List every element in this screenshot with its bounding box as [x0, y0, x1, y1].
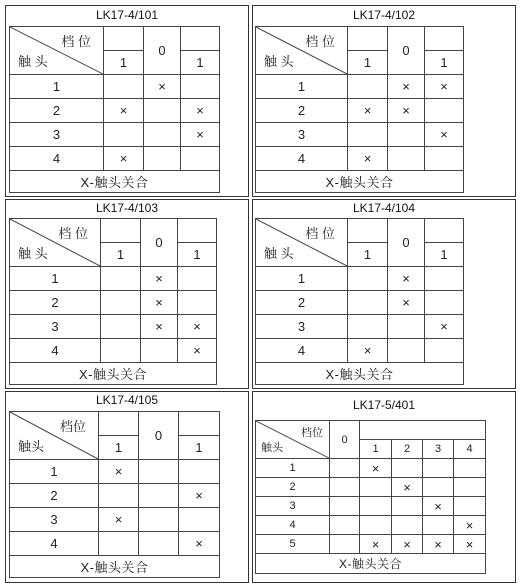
header-diagonal-cell: [256, 27, 348, 75]
closed-contact-mark: ×: [104, 99, 144, 123]
contact-number: 3: [256, 315, 348, 339]
mark-cell: [104, 123, 144, 147]
position-header: 0: [388, 219, 425, 267]
closed-contact-mark: ×: [141, 315, 178, 339]
contact-number: 1: [10, 267, 101, 291]
position-header-empty: [99, 412, 139, 436]
closed-contact-mark: ×: [348, 99, 388, 123]
header-diagonal-cell: [256, 219, 348, 267]
closed-contact-mark: ×: [360, 459, 392, 478]
position-header-empty: [348, 219, 388, 243]
mark-cell: [330, 535, 360, 554]
mark-cell: [425, 291, 464, 315]
mark-cell: [330, 497, 360, 516]
contact-table: [255, 218, 464, 385]
closed-contact-mark: ×: [454, 516, 486, 535]
mark-cell: [101, 339, 141, 363]
contact-table: [9, 26, 220, 193]
mark-cell: [348, 267, 388, 291]
mark-cell: [360, 497, 392, 516]
position-header: 1: [99, 436, 139, 460]
contact-number: 5: [256, 535, 330, 554]
mark-cell: [388, 315, 425, 339]
closed-contact-mark: ×: [348, 339, 388, 363]
contact-number: 2: [256, 291, 348, 315]
position-header: 1: [425, 243, 464, 267]
position-label: 档 位: [305, 226, 335, 241]
closed-contact-mark: ×: [388, 75, 425, 99]
contact-number: 2: [10, 484, 99, 508]
mark-cell: [104, 75, 144, 99]
closed-contact-mark: ×: [179, 484, 220, 508]
contact-number: 2: [10, 291, 101, 315]
mark-cell: [99, 484, 139, 508]
panel-title: LK17-4/102: [352, 8, 416, 22]
position-label: 档 位: [305, 34, 335, 49]
switch-table-panel: [252, 5, 516, 197]
position-header: 1: [425, 51, 464, 75]
position-header-empty: [101, 219, 141, 243]
contact-number: 4: [10, 532, 99, 556]
mark-cell: [425, 99, 464, 123]
contact-number: 2: [256, 478, 330, 497]
closed-contact-mark: ×: [181, 123, 220, 147]
contact-number: 3: [10, 508, 99, 532]
position-header-empty: [104, 27, 144, 51]
mark-cell: [181, 75, 220, 99]
position-header: 1: [101, 243, 141, 267]
closed-contact-mark: ×: [179, 532, 220, 556]
mark-cell: [178, 291, 217, 315]
closed-contact-mark: ×: [99, 460, 139, 484]
contact-number: 1: [256, 267, 348, 291]
mark-cell: [139, 508, 179, 532]
position-header: 1: [348, 51, 388, 75]
closed-contact-mark: ×: [425, 75, 464, 99]
mark-cell: [425, 267, 464, 291]
contact-number: 3: [256, 123, 348, 147]
contact-number: 4: [10, 147, 104, 171]
closed-contact-mark: ×: [388, 291, 425, 315]
position-header: 1: [181, 51, 220, 75]
contact-table: [9, 218, 217, 385]
position-label: 档 位: [58, 226, 88, 241]
panel-title: LK17-4/103: [95, 201, 159, 215]
closed-contact-mark: ×: [388, 267, 425, 291]
mark-cell: [181, 147, 220, 171]
closed-contact-mark: ×: [178, 315, 217, 339]
closed-contact-mark: ×: [144, 75, 181, 99]
mark-cell: [454, 459, 486, 478]
position-header: 0: [139, 412, 179, 460]
position-header: 0: [141, 219, 178, 267]
position-header: 0: [388, 27, 425, 75]
position-label: 档位: [301, 427, 323, 439]
mark-cell: [388, 339, 425, 363]
position-header-empty: [179, 412, 220, 436]
contact-table: [9, 411, 220, 578]
header-diagonal-cell: [10, 27, 104, 75]
legend-footer: X-触头关合: [10, 556, 220, 578]
closed-contact-mark: ×: [141, 291, 178, 315]
switch-table-panel: [5, 199, 249, 389]
contact-label: 触头: [18, 439, 45, 454]
panel-title: LK17-4/105: [95, 393, 159, 407]
mark-cell: [360, 478, 392, 497]
position-header: 2: [392, 440, 423, 459]
position-label: 档位: [59, 419, 86, 434]
position-header-empty: [425, 27, 464, 51]
legend-footer: X-触头关合: [256, 554, 486, 574]
contact-number: 4: [256, 516, 330, 535]
mark-cell: [348, 75, 388, 99]
mark-cell: [392, 497, 423, 516]
panel-title: LK17-5/401: [352, 398, 416, 412]
mark-cell: [348, 291, 388, 315]
position-header: 1: [179, 436, 220, 460]
contact-number: 2: [256, 99, 348, 123]
header-diagonal-cell: [10, 412, 99, 460]
closed-contact-mark: ×: [178, 339, 217, 363]
mark-cell: [392, 459, 423, 478]
mark-cell: [179, 508, 220, 532]
mark-cell: [141, 339, 178, 363]
mark-cell: [360, 516, 392, 535]
mark-cell: [144, 147, 181, 171]
position-header-empty: [348, 27, 388, 51]
header-diagonal-cell: [10, 219, 101, 267]
mark-cell: [330, 478, 360, 497]
closed-contact-mark: ×: [388, 99, 425, 123]
position-header: 3: [423, 440, 454, 459]
contact-number: 3: [256, 497, 330, 516]
switch-table-panel: [252, 199, 516, 389]
contact-number: 3: [10, 315, 101, 339]
mark-cell: [99, 532, 139, 556]
contact-number: 4: [256, 147, 348, 171]
mark-cell: [101, 315, 141, 339]
position-header-empty: [181, 27, 220, 51]
closed-contact-mark: ×: [454, 535, 486, 554]
contact-table: [255, 420, 486, 574]
contact-label: 触 头: [18, 246, 48, 261]
mark-cell: [348, 315, 388, 339]
contact-number: 3: [10, 123, 104, 147]
legend-footer: X-触头关合: [10, 363, 217, 385]
mark-cell: [144, 99, 181, 123]
mark-cell: [423, 516, 454, 535]
contact-label: 触 头: [18, 54, 48, 69]
position-header: 1: [178, 243, 217, 267]
panel-title: LK17-4/104: [352, 201, 416, 215]
closed-contact-mark: ×: [425, 123, 464, 147]
switch-table-panel: [252, 391, 516, 583]
position-header-empty: [178, 219, 217, 243]
closed-contact-mark: ×: [99, 508, 139, 532]
position-header: 0: [144, 27, 181, 75]
closed-contact-mark: ×: [360, 535, 392, 554]
closed-contact-mark: ×: [348, 147, 388, 171]
mark-cell: [139, 484, 179, 508]
contact-label: 触 头: [264, 246, 294, 261]
mark-cell: [348, 123, 388, 147]
position-header-empty: [425, 219, 464, 243]
mark-cell: [139, 460, 179, 484]
position-header: 0: [330, 421, 360, 459]
position-header-empty: [360, 421, 486, 440]
mark-cell: [144, 123, 181, 147]
position-header: 1: [348, 243, 388, 267]
closed-contact-mark: ×: [181, 99, 220, 123]
closed-contact-mark: ×: [392, 478, 423, 497]
mark-cell: [330, 459, 360, 478]
mark-cell: [101, 267, 141, 291]
mark-cell: [101, 291, 141, 315]
mark-cell: [425, 147, 464, 171]
closed-contact-mark: ×: [423, 497, 454, 516]
contact-number: 1: [256, 459, 330, 478]
closed-contact-mark: ×: [392, 535, 423, 554]
panel-title: LK17-4/101: [95, 8, 159, 22]
contact-number: 2: [10, 99, 104, 123]
mark-cell: [454, 497, 486, 516]
legend-footer: X-触头关合: [10, 171, 220, 193]
mark-cell: [178, 267, 217, 291]
legend-footer: X-触头关合: [256, 363, 464, 385]
mark-cell: [425, 339, 464, 363]
contact-number: 1: [10, 75, 104, 99]
contact-label: 触 头: [264, 54, 294, 69]
contact-number: 1: [10, 460, 99, 484]
closed-contact-mark: ×: [425, 315, 464, 339]
mark-cell: [423, 459, 454, 478]
switch-table-panel: [5, 5, 249, 197]
mark-cell: [139, 532, 179, 556]
closed-contact-mark: ×: [423, 535, 454, 554]
contact-number: 4: [10, 339, 101, 363]
mark-cell: [454, 478, 486, 497]
contact-number: 4: [256, 339, 348, 363]
closed-contact-mark: ×: [104, 147, 144, 171]
contact-table: [255, 26, 464, 193]
header-diagonal-cell: [256, 421, 330, 459]
legend-footer: X-触头关合: [256, 171, 464, 193]
mark-cell: [392, 516, 423, 535]
switch-table-panel: [5, 391, 249, 583]
position-header: 1: [360, 440, 392, 459]
mark-cell: [330, 516, 360, 535]
position-label: 档 位: [61, 34, 91, 49]
position-header: 1: [104, 51, 144, 75]
mark-cell: [179, 460, 220, 484]
mark-cell: [388, 147, 425, 171]
contact-number: 1: [256, 75, 348, 99]
position-header: 4: [454, 440, 486, 459]
mark-cell: [388, 123, 425, 147]
mark-cell: [423, 478, 454, 497]
contact-label: 触头: [261, 442, 283, 454]
closed-contact-mark: ×: [141, 267, 178, 291]
